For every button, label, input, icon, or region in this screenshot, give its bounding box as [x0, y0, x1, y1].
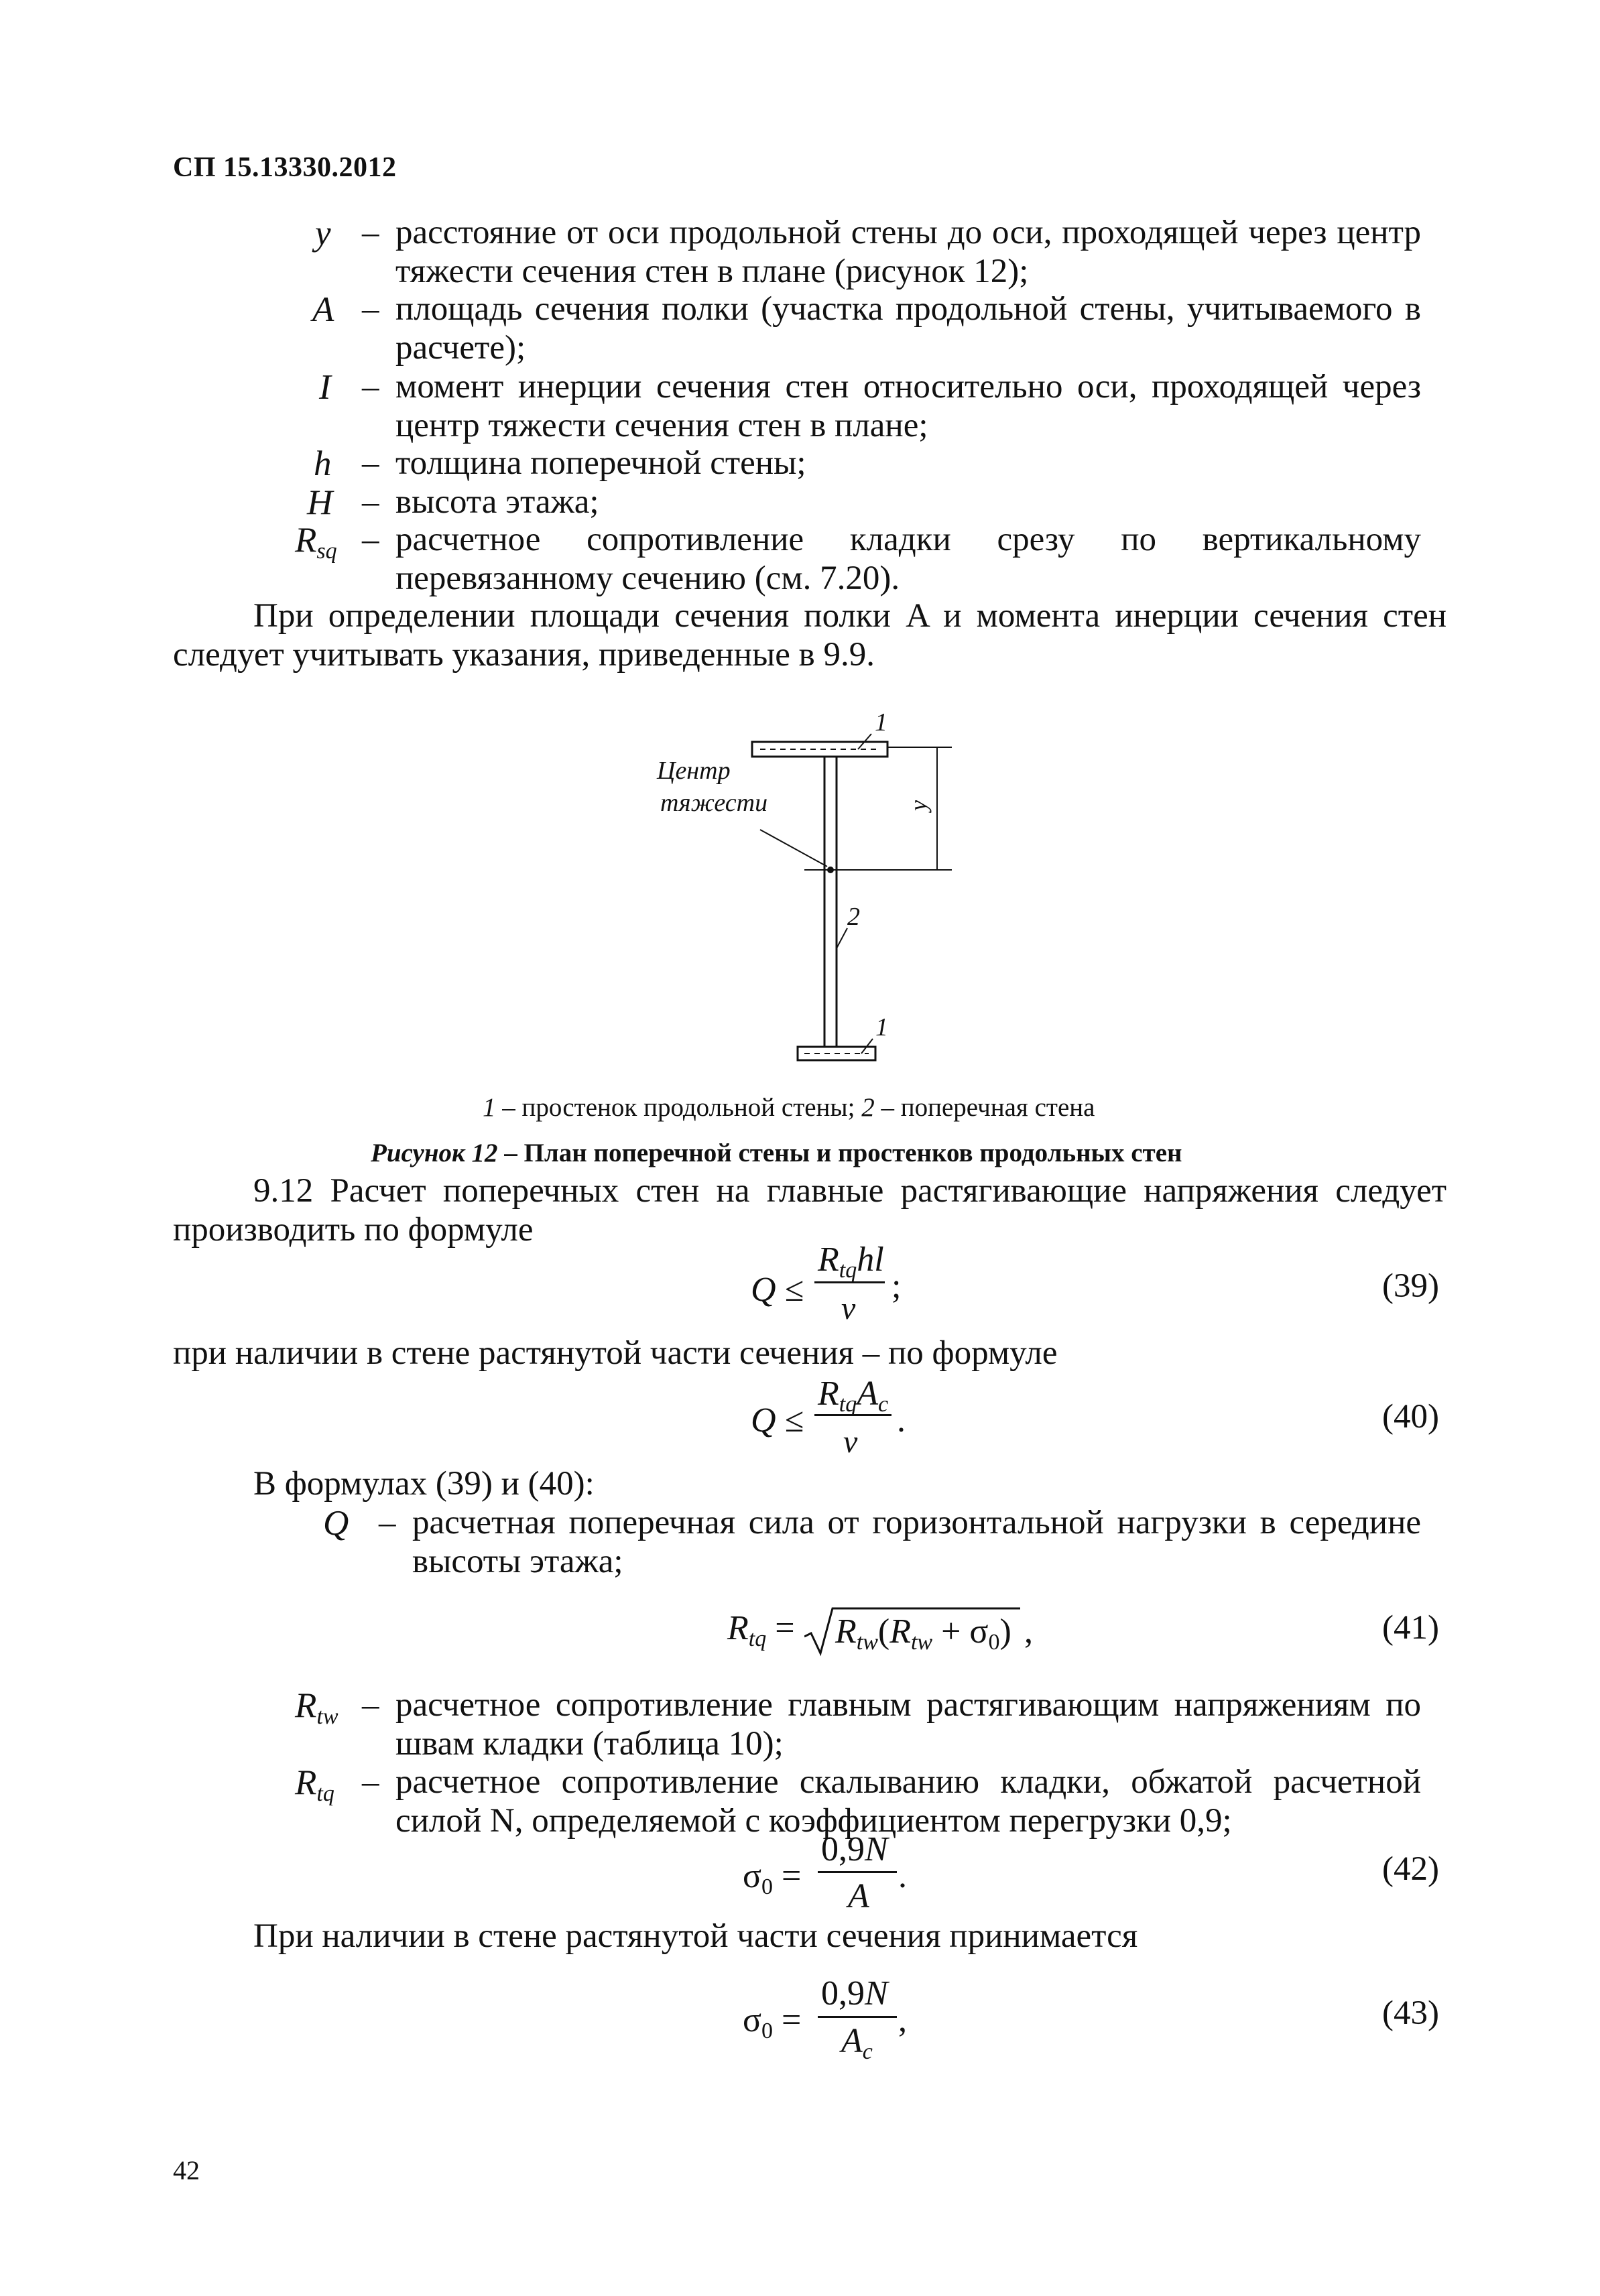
eq39-tail: ; — [891, 1267, 902, 1305]
eq40-tail: . — [897, 1401, 906, 1440]
eq42-numerator: 0,9N — [821, 1830, 888, 1868]
def-text-A: площадь сечения полки (участка продольной стены, учитываемого в расчете); — [395, 290, 1421, 367]
label-1-bottom: 1 — [875, 1013, 888, 1041]
def-symbol-h: h — [314, 444, 332, 483]
eq40-numerator: $R_{tq}A_c$ — [818, 1375, 889, 1417]
def-text-H: высота этажа; — [395, 483, 599, 521]
eq42-number: (42) — [1382, 1850, 1439, 1888]
def-dash: – — [362, 214, 379, 251]
eq40-denominator: v — [843, 1424, 858, 1460]
eq43-numerator: 0,9N — [821, 1974, 888, 2013]
def-text-Rsq: расчетное сопротивление кладки срезу по вертикальному перевязанному сечению (см. 7.20). — [395, 521, 1421, 597]
figure-title: Рисунок 12 – План поперечной стены и простенков продольных стен — [371, 1139, 1182, 1167]
def-symbol-A: A — [312, 290, 334, 329]
label-2-leader — [837, 928, 847, 948]
document-code: СП 15.13330.2012 — [173, 152, 397, 183]
eq41-radicand: $R_{tw}(R_{tw} + \sigma_0)$ — [835, 1612, 1011, 1655]
def-dash: – — [362, 483, 379, 521]
def-dash: – — [362, 368, 379, 405]
def-symbol-Rtw: $R_{tw}$ — [295, 1686, 339, 1729]
eq43-tail: , — [898, 2001, 907, 2039]
def-text-Rtq: расчетное сопротивление скалыванию кладки, обжатой расчетной силой N, определяемой с коэффициентом перегрузки 0,9; — [395, 1763, 1421, 1840]
paragraph-9-9-reference: При определении площади сечения полки A и момента инерции сечения стен следует учитывать указания, приведенные в 9.9. — [173, 597, 1447, 674]
eq39-fraction-bar — [814, 1281, 885, 1283]
def-dash: – — [362, 521, 379, 558]
eq42-fraction-bar — [818, 1871, 897, 1873]
eq40-number: (40) — [1382, 1398, 1439, 1436]
eq43-lhs: $\sigma_0$ = — [743, 2001, 802, 2043]
def-dash: – — [362, 444, 379, 482]
eq40-lhs: Q ≤ — [751, 1401, 804, 1440]
eq43-denominator: $A_c$ — [841, 2022, 873, 2064]
eq39-denominator: v — [841, 1291, 856, 1326]
formulas-intro: В формулах (39) и (40): — [253, 1465, 595, 1503]
center-label-line-1: Центр — [657, 757, 731, 785]
eq43-fraction-bar — [818, 2016, 897, 2018]
def-symbol-Q: Q — [323, 1504, 349, 1543]
center-of-gravity-point — [827, 867, 834, 873]
y-dimension-label: y — [905, 800, 932, 811]
figure-12-wall-plan — [603, 697, 1005, 1092]
def-dash: – — [362, 1763, 379, 1801]
paragraph-9-12: 9.12 Расчет поперечных стен на главные растягивающие напряжения следует производить по формуле — [173, 1172, 1447, 1249]
def-symbol-Rsq: $R_{sq}$ — [295, 521, 337, 564]
eq41-lhs: $R_{tq}$ = — [727, 1609, 795, 1651]
eq42-lhs: $\sigma_0$ = — [743, 1857, 802, 1899]
paragraph-tension-part: При наличии в стене растянутой части сечения принимается — [253, 1917, 1138, 1955]
def-dash: – — [379, 1504, 396, 1541]
text-between-formulas: при наличии в стене растянутой части сечения – по формуле — [173, 1334, 1058, 1372]
eq41-tail: , — [1024, 1612, 1033, 1651]
def-symbol-Rtq: $R_{tq}$ — [295, 1763, 334, 1806]
def-text-y: расстояние от оси продольной стены до оси, проходящей через центр тяжести сечения стен в плане (рисунок 12); — [395, 214, 1421, 290]
eq39-lhs: Q ≤ — [751, 1271, 804, 1309]
def-dash: – — [362, 1686, 379, 1724]
eq43-number: (43) — [1382, 1994, 1439, 2032]
label-1-top: 1 — [875, 708, 887, 737]
eq40-fraction-bar — [814, 1414, 891, 1416]
page-number: 42 — [173, 2155, 200, 2185]
def-symbol-H: H — [307, 483, 333, 522]
figure-legend: 1 – простенок продольной стены; 2 – поперечная стена — [483, 1093, 1095, 1122]
eq42-denominator: A — [848, 1877, 869, 1915]
label-2: 2 — [847, 903, 860, 931]
center-leader-line — [760, 830, 827, 867]
center-label-line-2: тяжести — [660, 789, 768, 817]
eq39-numerator: $R_{tq}hl$ — [818, 1240, 884, 1283]
def-text-Q: расчетная поперечная сила от горизонтальной нагрузки в середине высоты этажа; — [412, 1504, 1421, 1580]
def-symbol-y: y — [315, 214, 331, 253]
def-dash: – — [362, 290, 379, 328]
def-text-Rtw: расчетное сопротивление главным растягивающим напряжениям по швам кладки (таблица 10); — [395, 1686, 1421, 1763]
eq42-tail: . — [898, 1857, 907, 1895]
eq41-number: (41) — [1382, 1609, 1439, 1647]
eq39-number: (39) — [1382, 1267, 1439, 1305]
def-symbol-I: I — [319, 368, 331, 407]
def-text-I: момент инерции сечения стен относительно оси, проходящей через центр тяжести сечения стен в плане; — [395, 368, 1421, 444]
def-text-h: толщина поперечной стены; — [395, 444, 806, 482]
